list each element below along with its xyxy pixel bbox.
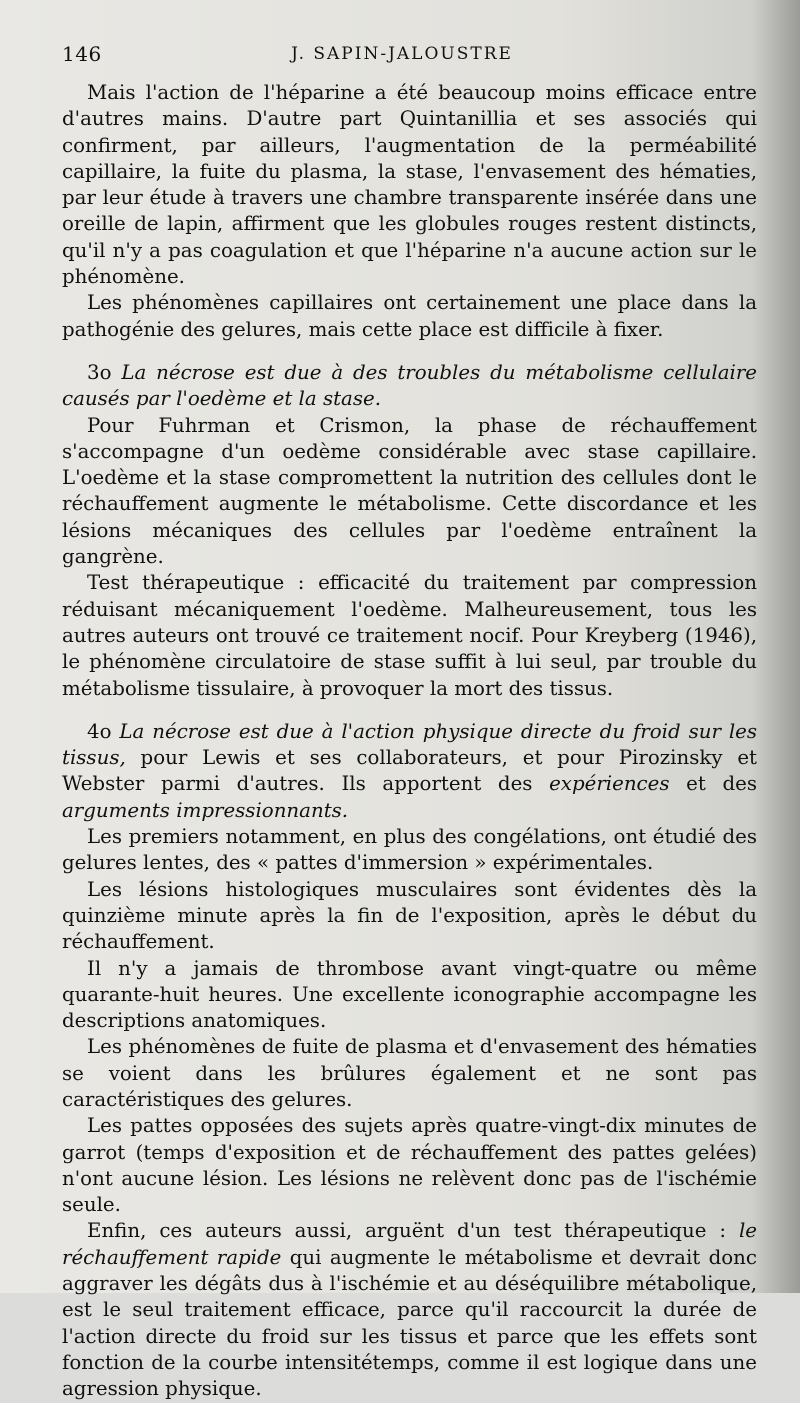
section-title: La nécrose est due à l'action physique directe du froid sur les tissus, — [62, 719, 758, 770]
section-text: pour Lewis et ses collaborateurs, et pour Pirozinsky et Webster parmi d'autres. Ils apportent des — [62, 746, 757, 796]
paragraph: Pour Fuhrman et Crismon, la phase de réchauffement s'accompagne d'un oedème considérable avec stase capillaire. L'oedème et la stase compromettent la nutrition des cellules dont le réchauffement augmente le métabolisme. Cette discordance et les lésions mécaniques des cellules par l'oedème entraînent la gangrène. — [62, 413, 757, 569]
paragraph: Test thérapeutique : efficacité du traitement par compression réduisant mécaniquement l'oedème. Malheureusement, tous les autres auteurs ont trouvé ce traitement nocif. Pour Kreyberg (1946), le phénomène circulatoire de stase suffit à lui seul, par trouble du métabolisme tissulaire, à provoquer la mort des tissus. — [62, 571, 757, 700]
emphasis: arguments impressionnants. — [62, 798, 349, 822]
paragraph — [62, 1218, 757, 1402]
paragraph: Les lésions histologiques musculaires sont évidentes dès la quinzième minute après la fin de l'exposition, après le début du réchauffement. — [62, 877, 757, 954]
paragraph: Il n'y a jamais de thrombose avant vingt-quatre ou même quarante-huit heures. Une excellente iconographie accompagne les descriptions anatomiques. — [62, 956, 757, 1033]
paragraph: Les phénomènes capillaires ont certainement une place dans la pathogénie des gelures, mais cette place est difficile à fixer. — [62, 291, 757, 341]
section-heading-4 — [62, 719, 757, 824]
section-text: et des — [669, 772, 757, 796]
paragraph: Les premiers notamment, en plus des congélations, ont étudié des gelures lentes, des « pattes d'immersion » expérimentales. — [62, 825, 757, 875]
section-heading-3 — [62, 360, 757, 413]
paragraph: Mais l'action de l'héparine a été beaucoup moins efficace entre d'autres mains. D'autre part Quintanillia et ses associés qui confirment, par ailleurs, l'augmentation de la perméabilité capillaire, la fuite du plasma, la stase, l'envasement des hématies, par leur étude à travers une chambre transparente insérée dans une oreille de lapin, affirment que les globules rouges restent distincts, qu'il n'y a pas coagulation et que l'héparine n'a aucune action sur le phénomène. — [62, 81, 757, 289]
paragraph: Les pattes opposées des sujets après quatre-vingt-dix minutes de garrot (temps d'exposition et de réchauffement des pattes gelées) n'ont aucune lésion. Les lésions ne relèvent donc pas de l'ischémie seule. — [62, 1114, 757, 1217]
page-header — [62, 42, 742, 70]
paragraph: Les phénomènes de fuite de plasma et d'envasement des hématies se voient dans les brûlures également et ne sont pas caractéristiques des gelures. — [62, 1035, 757, 1111]
section-title: La nécrose est due à des troubles du métabolisme cellulaire causés par l'oedème et la stase. — [62, 360, 758, 411]
paragraph-text: Enfin, ces auteurs aussi, arguënt d'un test thérapeutique : — [87, 1219, 739, 1243]
body-text — [62, 80, 757, 1403]
running-head: J. SAPIN-JALOUSTRE — [291, 44, 513, 64]
emphasis: le réchauffement rapide — [62, 1219, 757, 1269]
section-number: 4o — [87, 719, 112, 743]
paragraph-text: qui augmente le métabolisme et devrait donc aggraver les dégâts dus à l'ischémie et au déséquilibre métabolique, est le seul traitement efficace, parce qu'il raccourcit la durée de l'action directe du froid sur les tissus et parce que les effets sont fonction de la courbe intensitétemps, comme il est logique dans une agression physique. — [62, 1245, 757, 1401]
emphasis: expériences — [549, 772, 670, 796]
section-number: 3o — [87, 360, 112, 384]
page-number: 146 — [62, 42, 102, 66]
